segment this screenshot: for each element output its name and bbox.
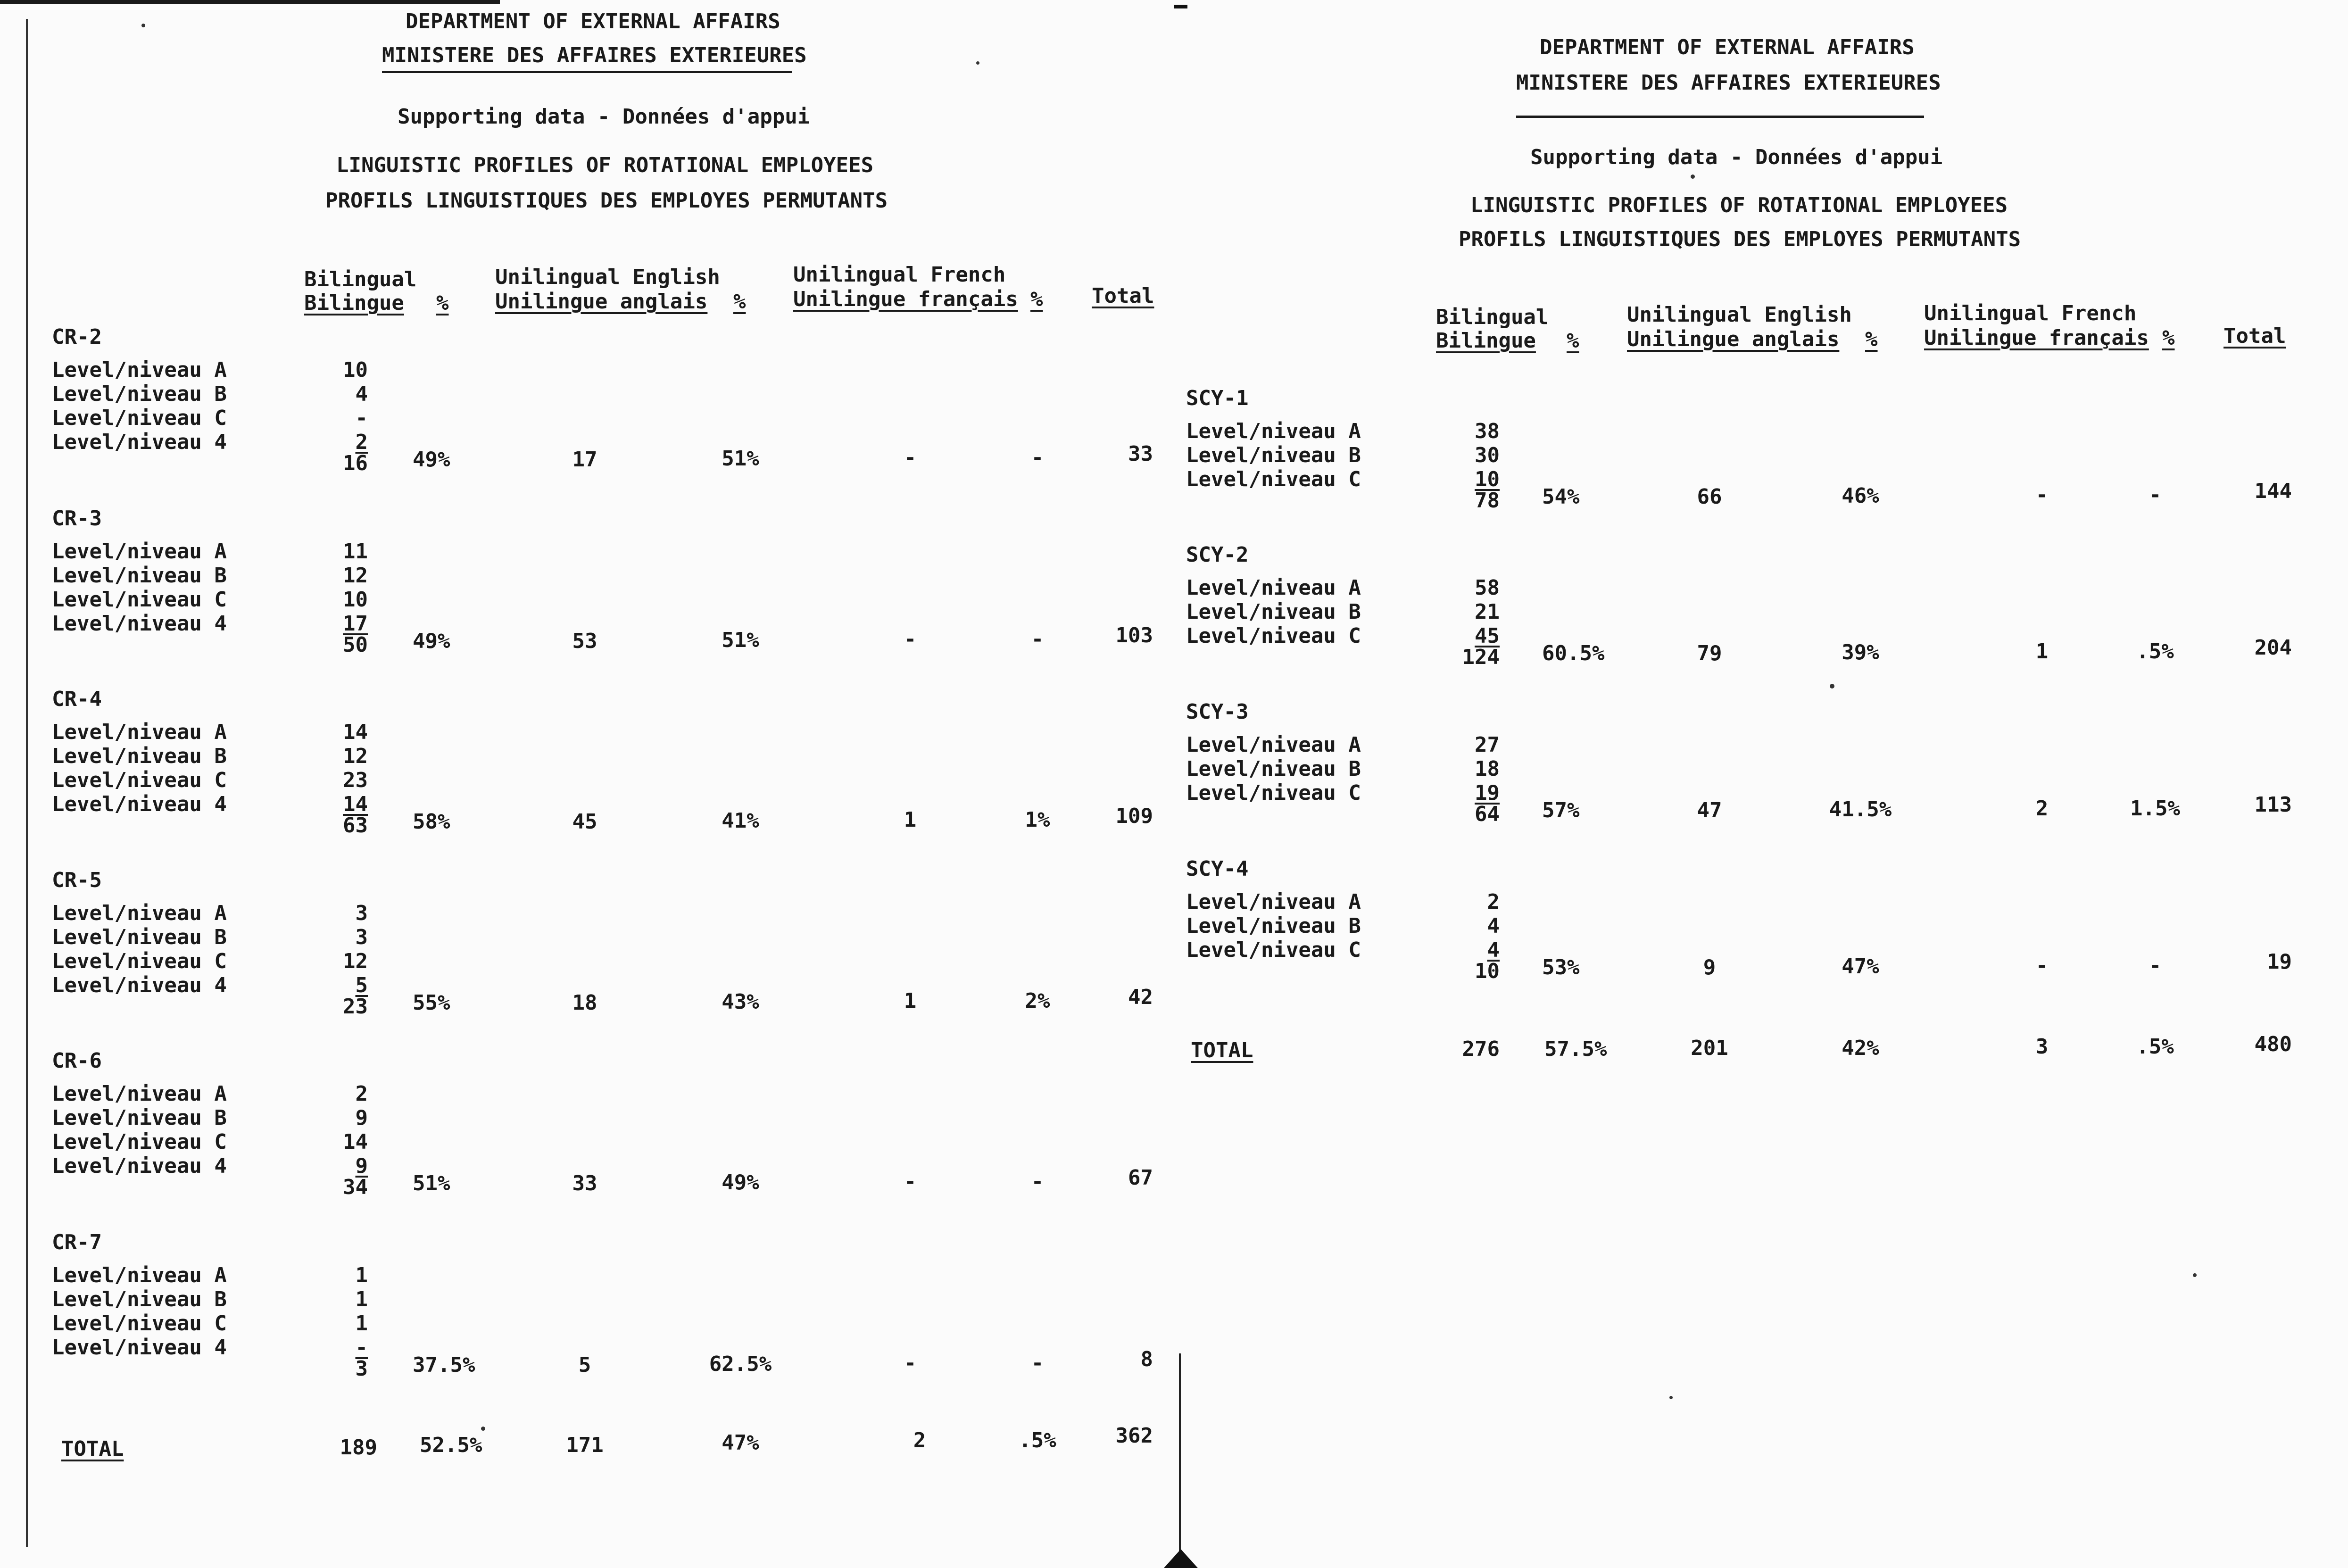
level-value: -: [355, 1336, 368, 1360]
level-value: 10: [343, 358, 368, 382]
english-pct: 46%: [1842, 484, 1879, 508]
level-label: Level/niveau 4: [52, 1154, 227, 1178]
col-bilingual: Bilingual: [304, 267, 417, 291]
french-count: -: [904, 1351, 917, 1375]
english-pct: 49%: [722, 1170, 759, 1195]
french-count: -: [904, 1170, 917, 1194]
col-unilingue-anglais: Unilingue anglais: [1627, 327, 1840, 351]
row-total: 42: [1128, 985, 1153, 1009]
level-value: 1: [355, 1263, 368, 1287]
scan-speck: [976, 61, 979, 65]
level-value: 18: [1475, 757, 1500, 781]
col-bil-pct: %: [1567, 329, 1579, 353]
level-label: Level/niveau B: [1186, 600, 1361, 624]
level-label: Level/niveau B: [52, 564, 227, 588]
bilingual-subtotal: 64: [1475, 802, 1500, 826]
level-label: Level/niveau 4: [52, 430, 227, 454]
col-eng-pct: %: [733, 290, 746, 314]
bilingual-subtotal: 23: [343, 995, 368, 1019]
bilingual-pct: 54%: [1542, 485, 1580, 509]
level-value: 10: [1475, 467, 1500, 491]
level-label: Level/niveau C: [1186, 624, 1361, 648]
french-count: -: [904, 446, 917, 470]
bilingual-subtotal: 50: [343, 633, 368, 657]
header-rule: [1516, 116, 1924, 118]
row-total: 109: [1115, 804, 1153, 828]
bilingual-subtotal: 3: [355, 1357, 368, 1381]
bilingual-subtotal: 10: [1475, 959, 1500, 983]
bilingual-subtotal: 34: [343, 1175, 368, 1199]
top-clip-icon: [1174, 5, 1187, 8]
french-count: 2: [2035, 796, 2049, 821]
dept-name-en: DEPARTMENT OF EXTERNAL AFFAIRS: [406, 9, 780, 33]
french-pct: 2%: [1025, 989, 1050, 1013]
level-label: Level/niveau A: [52, 1263, 227, 1287]
total-english-pct: 42%: [1842, 1036, 1879, 1060]
title-en: LINGUISTIC PROFILES OF ROTATIONAL EMPLOYEES: [336, 153, 874, 177]
english-count: 18: [572, 991, 597, 1015]
level-value: 27: [1475, 733, 1500, 757]
scan-edge-top: [0, 0, 500, 4]
level-value: 1: [355, 1311, 368, 1336]
level-value: 3: [355, 925, 368, 949]
french-count: -: [2035, 483, 2049, 507]
row-total: 204: [2254, 636, 2292, 660]
bilingual-pct: 51%: [413, 1171, 450, 1195]
total-total: 362: [1115, 1424, 1153, 1448]
supporting-data: Supporting data - Données d'appui: [398, 105, 810, 129]
total-bilingual: 189: [340, 1435, 377, 1460]
english-count: 79: [1697, 641, 1722, 665]
row-total: 144: [2254, 479, 2292, 503]
level-value: 2: [355, 430, 368, 454]
level-label: Level/niveau B: [52, 744, 227, 768]
scan-speck: [2193, 1273, 2197, 1277]
level-value: 45: [1475, 624, 1500, 648]
total-french: 3: [2035, 1035, 2049, 1059]
level-value: 10: [343, 588, 368, 612]
english-count: 45: [572, 810, 597, 834]
row-total: 67: [1128, 1166, 1153, 1190]
english-pct: 62.5%: [709, 1352, 772, 1376]
scan-speck: [1669, 1396, 1673, 1399]
french-pct: -: [2149, 954, 2162, 978]
level-label: Level/niveau A: [52, 539, 227, 564]
french-pct: -: [1031, 1170, 1044, 1194]
english-count: 53: [572, 629, 597, 653]
level-value: 11: [343, 539, 368, 564]
row-total: 113: [2254, 793, 2292, 817]
bilingual-pct: 53%: [1542, 955, 1580, 979]
french-pct: -: [1031, 627, 1044, 651]
level-value: 14: [343, 792, 368, 816]
col-bil-pct: %: [436, 291, 449, 315]
scan-speck: [1691, 174, 1695, 179]
group-name: CR-5: [52, 868, 102, 892]
level-label: Level/niveau B: [1186, 757, 1361, 781]
french-count: -: [2035, 954, 2049, 978]
level-value: 9: [355, 1154, 368, 1178]
binding-line: [1179, 1353, 1181, 1551]
total-total: 480: [2254, 1032, 2292, 1056]
level-value: 9: [355, 1106, 368, 1130]
level-label: Level/niveau A: [52, 901, 227, 925]
level-label: Level/niveau C: [52, 406, 227, 430]
scan-speck: [141, 24, 145, 27]
english-pct: 51%: [722, 628, 759, 652]
scan-speck: [1830, 684, 1834, 689]
level-value: -: [355, 406, 368, 430]
level-value: 17: [343, 612, 368, 636]
group-name: CR-2: [52, 325, 102, 349]
total-french-pct: .5%: [2136, 1035, 2174, 1059]
level-label: Level/niveau A: [1186, 890, 1361, 914]
english-pct: 43%: [722, 990, 759, 1014]
group-name: SCY-4: [1186, 857, 1249, 881]
total-english: 171: [566, 1433, 604, 1457]
total-bilingual-pct: 57.5%: [1544, 1037, 1607, 1061]
dept-name-fr: MINISTERE DES AFFAIRES EXTERIEURES: [1516, 71, 1941, 95]
french-pct: .5%: [2136, 639, 2174, 664]
english-pct: 39%: [1842, 640, 1879, 664]
level-label: Level/niveau B: [52, 382, 227, 406]
french-pct: -: [2149, 483, 2162, 507]
level-value: 12: [343, 564, 368, 588]
title-fr: PROFILS LINGUISTIQUES DES EMPLOYES PERMUTANTS: [1459, 227, 2021, 251]
level-label: Level/niveau C: [52, 949, 227, 973]
bilingual-pct: 58%: [413, 810, 450, 834]
group-name: SCY-3: [1186, 700, 1249, 724]
french-pct: 1%: [1025, 808, 1050, 832]
level-label: Level/niveau C: [1186, 781, 1361, 805]
level-value: 30: [1475, 443, 1500, 467]
english-pct: 51%: [722, 447, 759, 471]
total-bilingual-pct: 52.5%: [420, 1433, 482, 1457]
french-count: 1: [904, 808, 917, 832]
english-count: 66: [1697, 485, 1722, 509]
english-count: 47: [1697, 798, 1722, 822]
level-label: Level/niveau C: [52, 1311, 227, 1336]
title-fr: PROFILS LINGUISTIQUES DES EMPLOYES PERMUTANTS: [325, 189, 888, 213]
bilingual-pct: 49%: [413, 448, 450, 472]
level-label: Level/niveau B: [1186, 914, 1361, 938]
col-unilingue-francais: Unilingue français: [793, 287, 1018, 311]
bilingual-pct: 60.5%: [1542, 641, 1605, 665]
col-eng-pct: %: [1865, 327, 1878, 351]
level-label: Level/niveau B: [52, 1287, 227, 1311]
group-name: SCY-2: [1186, 543, 1249, 567]
header-rule: [382, 71, 792, 73]
level-value: 2: [1487, 890, 1500, 914]
english-count: 5: [578, 1353, 591, 1377]
level-label: Level/niveau C: [52, 588, 227, 612]
level-value: 4: [1487, 914, 1500, 938]
row-total: 103: [1115, 623, 1153, 647]
total-bilingual: 276: [1462, 1037, 1500, 1061]
level-value: 1: [355, 1287, 368, 1311]
level-label: Level/niveau 4: [52, 973, 227, 997]
level-value: 12: [343, 949, 368, 973]
bilingual-subtotal: 63: [343, 813, 368, 838]
bilingual-subtotal: 124: [1462, 645, 1500, 669]
french-count: 1: [904, 989, 917, 1013]
bilingual-pct: 55%: [413, 991, 450, 1015]
bilingual-pct: 49%: [413, 629, 450, 653]
group-name: CR-6: [52, 1049, 102, 1073]
english-count: 17: [572, 448, 597, 472]
level-value: 4: [1487, 938, 1500, 962]
level-value: 12: [343, 744, 368, 768]
french-count: 1: [2035, 639, 2049, 664]
col-total: Total: [1092, 284, 1154, 308]
level-label: Level/niveau A: [1186, 733, 1361, 757]
col-unilingual-french: Unilingual French: [793, 263, 1006, 287]
bilingual-subtotal: 78: [1475, 489, 1500, 513]
english-count: 9: [1703, 955, 1716, 979]
french-pct: -: [1031, 1351, 1044, 1375]
col-bilingual: Bilingual: [1436, 305, 1549, 329]
group-name: CR-7: [52, 1230, 102, 1254]
level-label: Level/niveau A: [1186, 419, 1361, 443]
total-french: 2: [913, 1428, 926, 1452]
level-label: Level/niveau 4: [52, 1336, 227, 1360]
english-pct: 47%: [1842, 954, 1879, 979]
total-english-pct: 47%: [722, 1431, 759, 1455]
col-unilingue-anglais: Unilingue anglais: [495, 290, 708, 314]
level-label: Level/niveau A: [52, 720, 227, 744]
bilingual-pct: 37.5%: [413, 1353, 475, 1377]
bilingual-pct: 57%: [1542, 798, 1580, 822]
level-label: Level/niveau A: [52, 1082, 227, 1106]
english-pct: 41%: [722, 809, 759, 833]
col-unilingual-english: Unilingual English: [495, 265, 720, 289]
group-name: CR-3: [52, 506, 102, 531]
col-unilingual-french: Unilingual French: [1924, 301, 2137, 325]
level-label: Level/niveau C: [1186, 467, 1361, 491]
french-pct: -: [1031, 446, 1044, 470]
level-label: Level/niveau B: [52, 925, 227, 949]
supporting-data: Supporting data - Données d'appui: [1530, 145, 1943, 169]
title-en: LINGUISTIC PROFILES OF ROTATIONAL EMPLOYEES: [1470, 193, 2008, 217]
level-value: 38: [1475, 419, 1500, 443]
col-fr-pct: %: [1030, 287, 1043, 311]
level-value: 4: [355, 382, 368, 406]
col-unilingue-francais: Unilingue français: [1924, 326, 2149, 350]
level-label: Level/niveau C: [52, 768, 227, 792]
level-value: 21: [1475, 600, 1500, 624]
scan-edge-left: [26, 19, 28, 1547]
level-value: 58: [1475, 576, 1500, 600]
level-label: Level/niveau C: [1186, 938, 1361, 962]
level-value: 23: [343, 768, 368, 792]
row-total: 8: [1140, 1347, 1153, 1371]
level-label: Level/niveau C: [52, 1130, 227, 1154]
level-label: Level/niveau A: [1186, 576, 1361, 600]
level-value: 14: [343, 720, 368, 744]
level-value: 19: [1475, 781, 1500, 805]
group-name: SCY-1: [1186, 386, 1249, 410]
level-label: Level/niveau B: [52, 1106, 227, 1130]
dept-name-fr: MINISTERE DES AFFAIRES EXTERIEURES: [382, 43, 807, 67]
level-value: 2: [355, 1082, 368, 1106]
level-label: Level/niveau A: [52, 358, 227, 382]
level-label: Level/niveau 4: [52, 792, 227, 816]
total-english: 201: [1691, 1036, 1728, 1060]
col-total: Total: [2224, 324, 2286, 348]
level-label: Level/niveau B: [1186, 443, 1361, 467]
col-bilingue: Bilingue: [1436, 329, 1536, 353]
dept-name-en: DEPARTMENT OF EXTERNAL AFFAIRS: [1540, 35, 1915, 59]
group-name: CR-4: [52, 687, 102, 711]
english-pct: 41.5%: [1829, 797, 1892, 821]
english-count: 33: [572, 1171, 597, 1195]
level-value: 5: [355, 973, 368, 997]
total-label: TOTAL: [1191, 1038, 1253, 1062]
total-label: TOTAL: [61, 1437, 124, 1461]
french-count: -: [904, 627, 917, 651]
level-value: 14: [343, 1130, 368, 1154]
french-pct: 1.5%: [2130, 796, 2180, 821]
col-bilingue: Bilingue: [304, 291, 404, 315]
level-value: 3: [355, 901, 368, 925]
col-unilingual-english: Unilingual English: [1627, 303, 1852, 327]
total-french-pct: .5%: [1019, 1428, 1056, 1452]
col-fr-pct: %: [2162, 326, 2175, 350]
row-total: 33: [1128, 442, 1153, 466]
binding-clip-icon: [1164, 1549, 1198, 1568]
row-total: 19: [2267, 950, 2292, 974]
level-label: Level/niveau 4: [52, 612, 227, 636]
bilingual-subtotal: 16: [343, 451, 368, 475]
scan-speck: [481, 1427, 485, 1431]
